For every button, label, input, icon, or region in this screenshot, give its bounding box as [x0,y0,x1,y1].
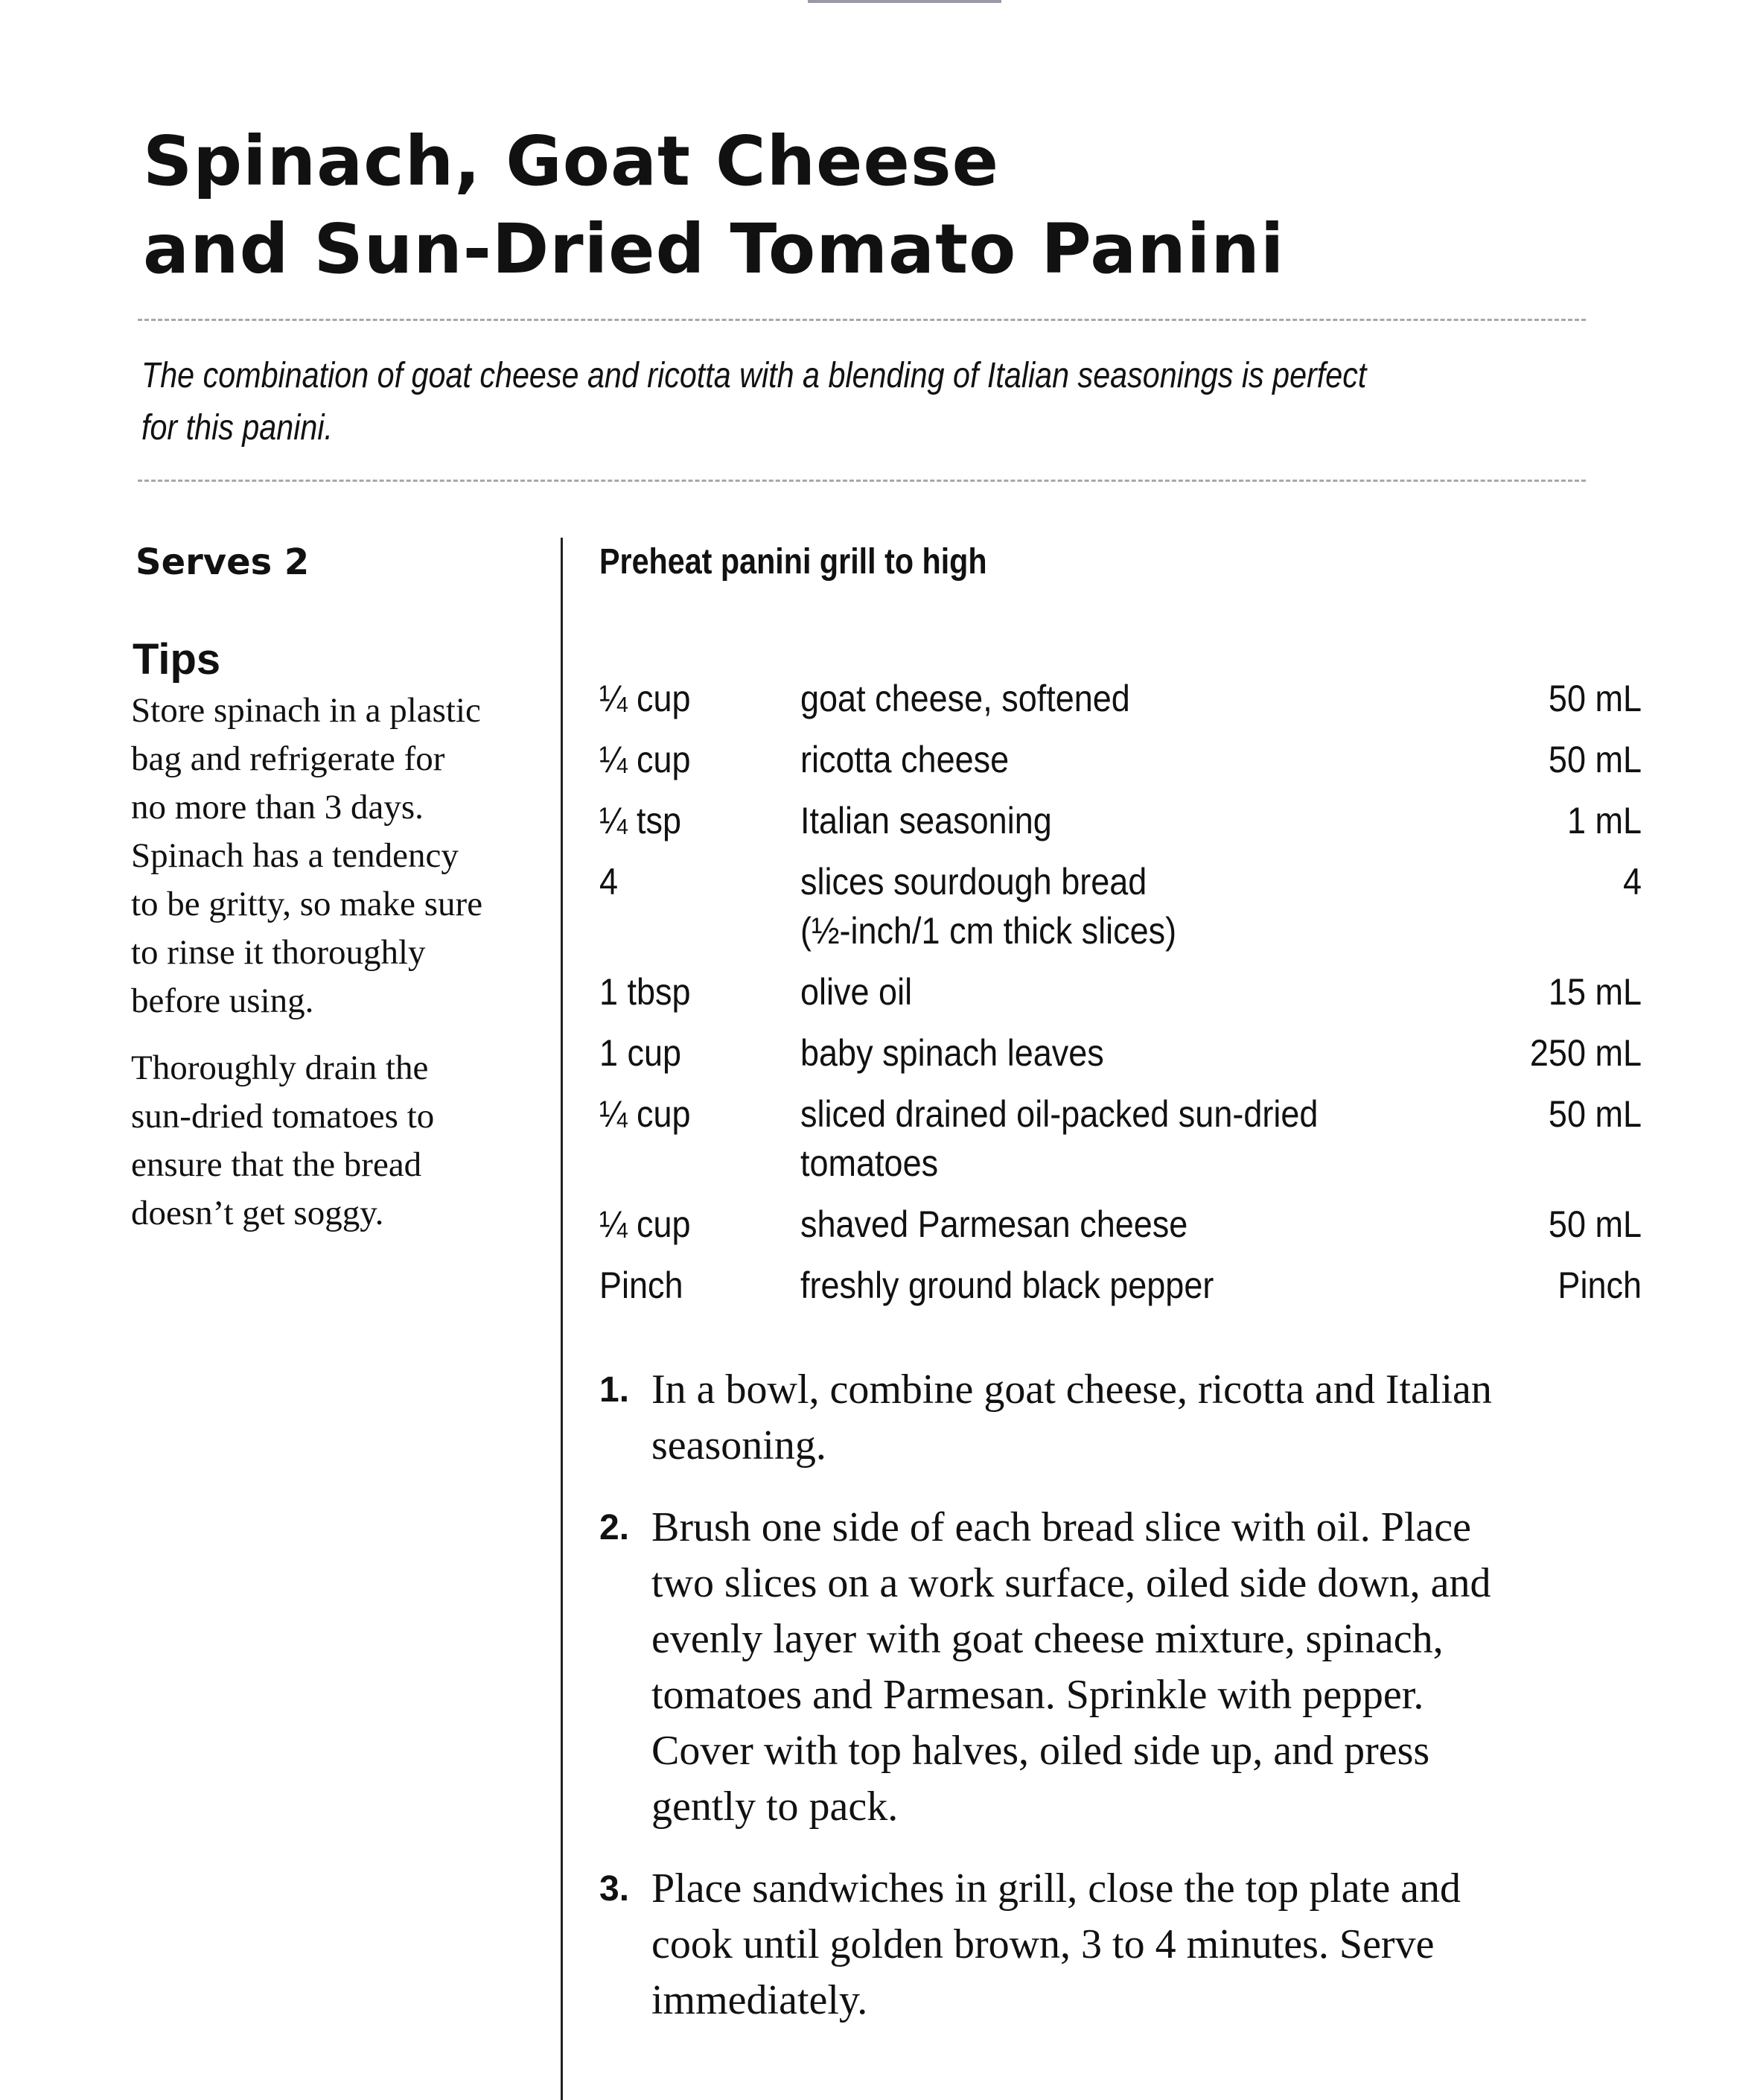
ingredient-description [800,735,1377,784]
tip-line: no more than 3 days. [131,788,424,827]
ingredient-metric: 50 mL [1548,678,1642,719]
ingredient-metric: 15 mL [1548,971,1642,1013]
ingredient-amount: ¼ cup [599,1203,691,1245]
ingredient-description-line: freshly ground black pepper [800,1264,1214,1306]
ingredient-description-line: olive oil [800,971,913,1013]
ingredient-row [599,1028,1642,1078]
ingredient-description-line: sliced drained oil-packed sun-dried [800,1093,1319,1135]
main-content [599,536,1642,2055]
ingredient-amount: ¼ cup [599,1093,691,1135]
step-text [651,1861,1642,2029]
ingredient-description-line: shaved Parmesan cheese [800,1203,1188,1245]
tip-line: Spinach has a tendency [131,836,459,875]
step-text-line: Brush one side of each bread slice with oil. Place [651,1504,1471,1550]
serves-label: Serves 2 [136,541,310,583]
ingredient-description-line: goat cheese, softened [800,678,1130,719]
ingredient-row [599,1261,1642,1310]
ingredient-row [599,1089,1642,1188]
step-text-line: Cover with top halves, oiled side up, and press [651,1728,1430,1774]
tip-paragraph [131,1044,545,1238]
ingredient-amount: 4 [599,861,619,903]
tip-line: Thoroughly drain the [131,1049,429,1087]
step-text-line: Place sandwiches in grill, close the top plate and [651,1865,1461,1912]
divider-rule [138,480,1586,482]
tip-line: bag and refrigerate for [131,739,445,778]
step-text [651,1362,1642,1474]
method-step [599,1500,1642,1835]
sidebar [128,536,545,1238]
tip-line: Store spinach in a plastic [131,691,481,730]
recipe-intro-line: for this panini. [141,408,333,448]
ingredient-metric: 50 mL [1548,739,1642,780]
recipe-intro [141,350,1582,454]
step-text-line: evenly layer with goat cheese mixture, spinach, [651,1616,1444,1662]
method-step [599,1861,1642,2029]
ingredient-metric: 50 mL [1548,1093,1642,1135]
recipe-intro-line: The combination of goat cheese and ricotta with a blending of Italian seasonings is perfect [141,356,1367,395]
tips-heading: Tips [133,635,221,684]
ingredient-description [800,1089,1377,1188]
ingredient-row [599,857,1642,955]
recipe-title-line: and Sun-Dried Tomato Panini [143,209,1285,289]
step-text-line: cook until golden brown, 3 to 4 minutes. Serve [651,1921,1435,1967]
ingredient-metric: 4 [1622,861,1642,903]
ingredient-row [599,1200,1642,1249]
ingredient-metric: 1 mL [1566,800,1642,841]
step-number: 3. [599,1869,630,1909]
tip-line: before using. [131,981,314,1020]
ingredient-amount: 1 cup [599,1032,682,1074]
ingredient-metric: 50 mL [1548,1203,1642,1245]
ingredient-description [800,857,1377,955]
step-text-line: gently to pack. [651,1784,899,1830]
ingredient-list [599,674,1642,1310]
tip-line: ensure that the bread [131,1145,422,1184]
column-divider [561,538,563,2100]
ingredient-metric: Pinch [1558,1264,1642,1306]
tip-line: to rinse it thoroughly [131,933,426,972]
ingredient-description-line: baby spinach leaves [800,1032,1104,1074]
step-number: 2. [599,1508,630,1547]
method-steps [599,1362,1642,2029]
method-step [599,1362,1642,1474]
ingredient-description-line: ricotta cheese [800,739,1010,780]
ingredient-row [599,967,1642,1016]
ingredient-amount: 1 tbsp [599,971,691,1013]
ingredient-description-line: slices sourdough bread [800,861,1147,903]
ingredient-description-line: (½-inch/1 cm thick slices) [800,910,1177,952]
step-number: 1. [599,1370,630,1410]
ingredient-amount: ¼ cup [599,678,691,719]
preheat-instruction: Preheat panini grill to high [599,542,987,582]
step-text-line: two slices on a work surface, oiled side down, and [651,1560,1491,1606]
recipe-title-line: Spinach, Goat Cheese [143,121,1000,201]
ingredient-description [800,796,1377,845]
ingredient-row [599,674,1642,723]
ingredient-description [800,1200,1377,1249]
ingredient-metric: 250 mL [1529,1032,1642,1074]
step-text-line: tomatoes and Parmesan. Sprinkle with pepper. [651,1672,1424,1718]
ingredient-amount: ¼ tsp [599,800,682,841]
ingredient-row [599,796,1642,845]
step-text-line: immediately. [651,1977,868,2023]
page-edge-mark [808,0,1001,3]
tip-paragraph [131,687,545,1025]
step-text-line: In a bowl, combine goat cheese, ricotta and Italian [651,1366,1492,1413]
step-text [651,1500,1642,1835]
ingredient-row [599,735,1642,784]
ingredient-description-line: tomatoes [800,1142,939,1184]
tip-line: to be gritty, so make sure [131,885,483,923]
tip-line: sun-dried tomatoes to [131,1097,435,1136]
ingredient-description [800,967,1377,1016]
ingredient-amount: ¼ cup [599,739,691,780]
tips-list [128,687,545,1238]
divider-rule [138,319,1586,321]
ingredient-description [800,1028,1377,1078]
ingredient-amount: Pinch [599,1264,683,1306]
ingredient-description [800,674,1377,723]
recipe-title [143,118,1558,293]
tip-line: doesn’t get soggy. [131,1194,384,1232]
ingredient-description-line: Italian seasoning [800,800,1052,841]
step-text-line: seasoning. [651,1422,826,1469]
ingredient-description [800,1261,1377,1310]
